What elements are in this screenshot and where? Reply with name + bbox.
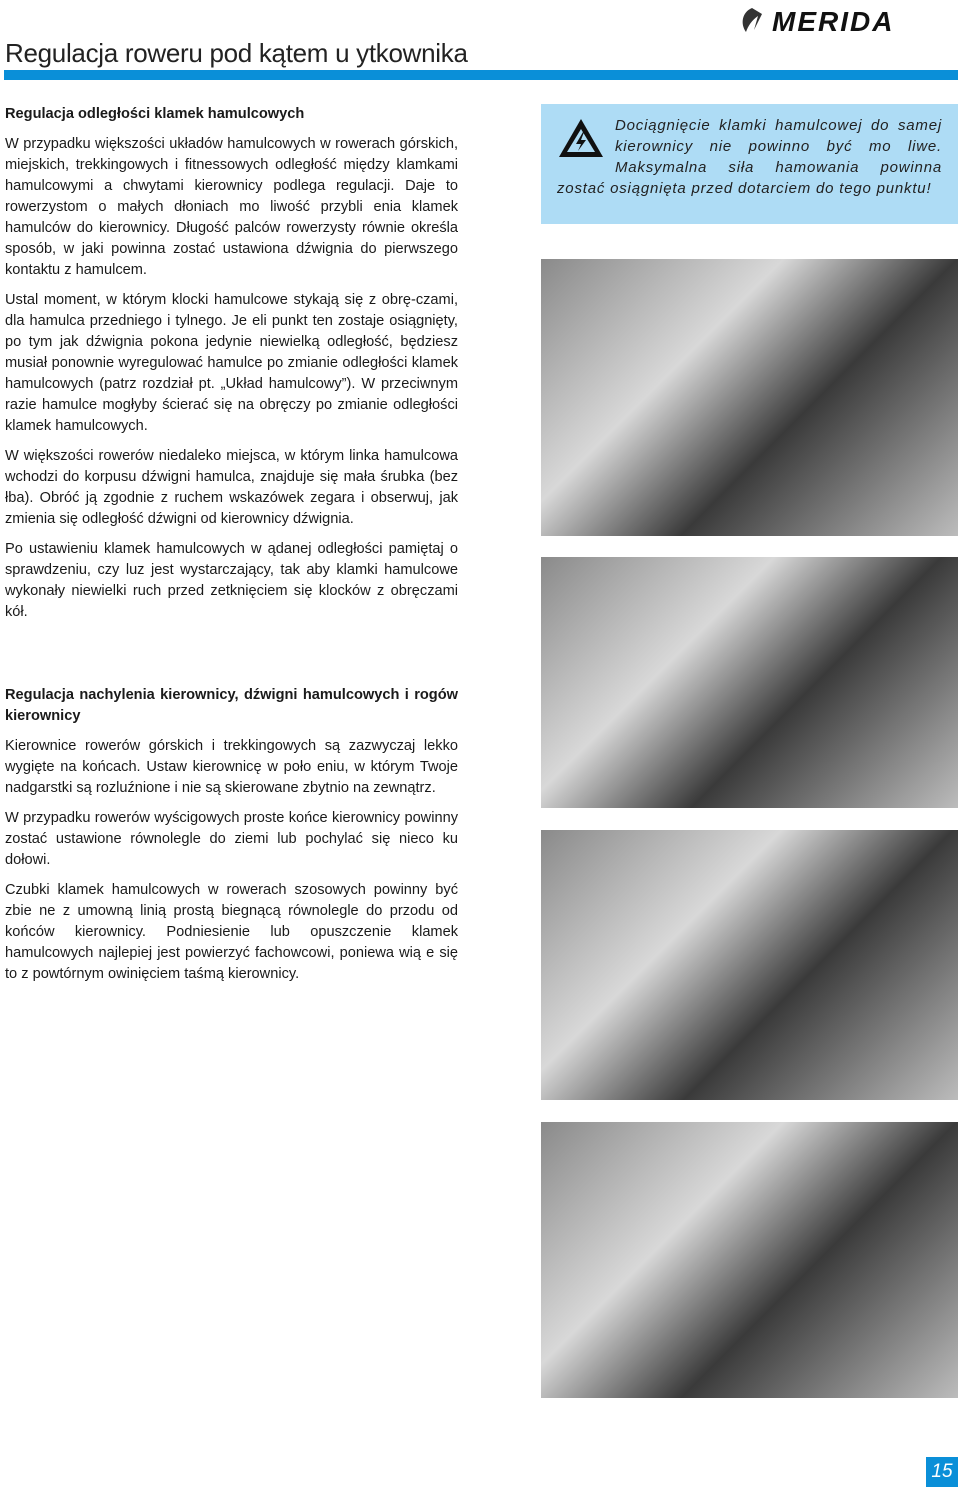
page-title: Regulacja roweru pod kątem u ytkownika — [5, 38, 468, 68]
merida-logo — [738, 4, 956, 36]
paragraph: Czubki klamek hamulcowych w rowerach szosowych powinny być zbie ne z umowną linią prostą biegnącą równolegle do przodu od końców kierownicy. Podniesienie lub opuszczenie klamek hamulcowych najlepiej jest powierzyć fachowcowi, poniewa wią e się to z powtórnym owinięciem taśmą kierownicy. — [5, 882, 458, 982]
paragraph: W przypadku większości układów hamulcowych w rowerach górskich, miejskich, trekkingowych i fitnessowych odległość między klamkami hamulcowymi a chwytami kierownicy podlega regulacji. Daje to rowerzystom o małych dłoniach mo liwość przybli enia klamek hamulców do kierownicy. Długość palców rowerzysty równie określa sposób, w jaki powinna zostać ustawiona dźwignia do pierwszego kontaktu z hamulcem. — [5, 136, 458, 278]
photo-handlebar-grip — [541, 1122, 958, 1398]
svg-text:MERIDA: MERIDA — [772, 6, 895, 36]
page-number: 15 — [926, 1457, 958, 1487]
paragraph: Po ustawieniu klamek hamulcowych w ądanej odległości pamiętaj o sprawdzeniu, czy luz jest wystarczający, tak aby klamki hamulcowe wykonały niewielki ruch przed zetknięciem się klocków z obręczami kół. — [5, 541, 458, 620]
warning-box — [541, 104, 958, 224]
section-heading: Regulacja odległości klamek hamulcowych — [5, 106, 305, 122]
warning-text: Dociągnięcie klamki hamulcowej do samej kierownicy nie powinno być mo liwe. Maksymalna siła hamowania powinna zostać osiągnięta przed dotarciem do tego punktu! — [557, 117, 942, 197]
paragraph: W większości rowerów niedaleko miejsca, w którym linka hamulcowa wchodzi do korpusu dźwigni hamulca, znajduje się mała śrubka (bez łba). Obróć ją zgodnie z ruchem wskazówek zegara i obserwuj, jak zmienia się odległość dźwigni od kierownicy dźwignia. — [5, 448, 458, 527]
photo-handlebar-clamp — [541, 830, 958, 1100]
warning-triangle-icon — [557, 117, 605, 159]
section-brake-lever-distance — [5, 104, 458, 632]
photo-adjusting-screw — [541, 557, 958, 808]
photo-brake-lever-hand — [541, 259, 958, 536]
section-handlebar-angle — [5, 685, 458, 994]
paragraph: W przypadku rowerów wyścigowych proste końce kierownicy powinny zostać ustawione równolegle do ziemi lub pochylać się nieco ku dołowi. — [5, 810, 458, 868]
paragraph: Kierownice rowerów górskich i trekkingowych są zazwyczaj lekko wygięte na końcach. Ustaw kierownicę w poło eniu, w którym Twoje nadgarstki są rozluźnione i nie są skierowane zbytnio na zewnątrz. — [5, 738, 458, 796]
paragraph: Ustal moment, w którym klocki hamulcowe stykają się z obrę-czami, dla hamulca przedniego i tylnego. Je eli punkt ten zostaje osiągnięty, po tym jak dźwignia pokona jedynie niewielką odległość, będziesz musiał ponownie wyregulować hamulce po zmianie odległości klamek hamulcowych (patrz rozdział pt. „Układ hamulcowy”). W przeciwnym razie hamulce mogłyby ścierać się na obręczy po zmianie odległości klamek hamulcowych. — [5, 292, 458, 434]
title-rule — [4, 70, 958, 80]
section-heading: Regulacja nachylenia kierownicy, dźwigni hamulcowych i rogów kierownicy — [5, 687, 458, 724]
